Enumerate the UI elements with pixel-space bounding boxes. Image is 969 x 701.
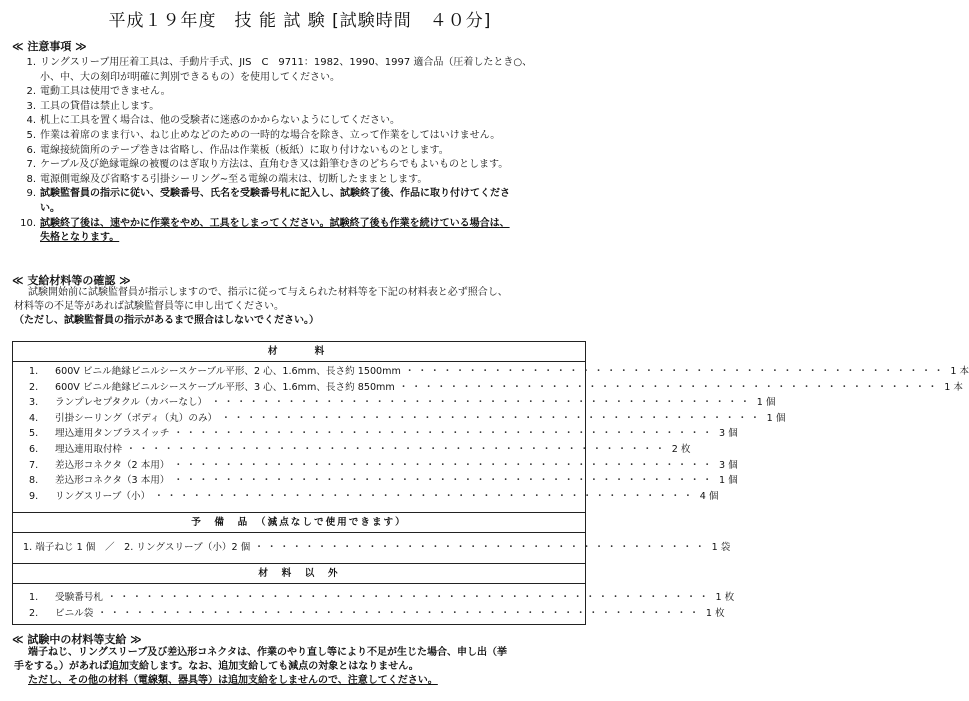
material-row (13, 473, 738, 489)
leader-dots: ・・・・・・・・・・・・・・・・・・・・・・・・・・・・・・・・・・・・・・・・・・・ (173, 459, 716, 471)
spare-name: 1. 端子ねじ 1 個 ／ 2. リングスリーブ（小）2 個 (23, 542, 251, 554)
leader-dots: ・・・・・・・・・・・・・・・・・・・・・・・・・・・・・・・・・・・・・・・・・・・ (221, 412, 763, 424)
spare-row (13, 540, 731, 556)
material-qty: 1 個 (766, 412, 786, 424)
material-row (13, 364, 969, 380)
material-name: 600V ビニル絶縁ビニルシースケーブル平形、2 心、1.6mm、長さ約 1500mm (55, 366, 401, 377)
check-paragraph (14, 286, 594, 329)
note-text: 作業は着席のまま行い、ねじ止めなどのための一時的な場合を除き、立って作業をしてはいけません。 (40, 129, 501, 141)
material-name: リングスリーブ（小） (55, 490, 151, 502)
note-text: 机上に工具を置く場合は、他の受験者に迷惑のかからないようにしてください。 (40, 115, 400, 127)
extra-line: ただし、その他の材料（電線類、器具等）は追加支給をしませんので、注意してください。 (28, 675, 438, 687)
note-number: 5. (26, 129, 36, 141)
material-qty: 2 枚 (671, 443, 691, 455)
note-text: 試験監督員の指示に従い、受験番号、氏名を受験番号札に記入し、試験終了後、作品に取り付けてくださ (40, 188, 510, 200)
material-number: 8. (29, 475, 39, 487)
extra-line: 端子ねじ、リングスリーブ及び差込形コネクタは、作業のやり直し等により不足が生じた場合、申し出（挙 (28, 647, 507, 658)
material-name: 埋込連用取付枠 (55, 443, 123, 455)
material-row (13, 442, 691, 458)
note-item (14, 129, 594, 144)
material-name: 差込形コネクタ（3 本用） (55, 475, 170, 487)
spare-qty: 1 袋 (711, 542, 731, 554)
material-number: 5. (29, 428, 39, 440)
note-text: ケーブル及び絶縁電線の被覆のはぎ取り方法は、直角むき又は鉛筆むきのどちらでもよいものとします。 (40, 159, 509, 171)
material-qty: 1 個 (756, 397, 776, 409)
other-qty: 1 枚 (705, 607, 725, 619)
leader-dots: ・・・・・・・・・・・・・・・・・・・・・・・・・・・・・・・・・・・・・・・・・・・・・・・・ (106, 591, 712, 603)
materials-header: 材 料 (13, 342, 585, 362)
leader-dots: ・・・・・・・・・・・・・・・・・・・・・・・・・・・・・・・・・・・・・・・・・・・ (154, 490, 696, 502)
note-number: 3. (26, 100, 36, 112)
check-line: 試験開始前に試験監督員が指示しますので、指示に従って与えられた材料等を下記の材料表と必ず照合し、 (28, 287, 508, 298)
note-text: 電動工具は使用できません。 (40, 86, 171, 98)
check-line: （ただし、試験監督員の指示があるまで照合はしないでください。） (14, 315, 319, 327)
check-heading: ≪ 支給材料等の確認 ≫ (12, 274, 131, 287)
material-row (13, 411, 786, 427)
note-item (14, 158, 594, 173)
other-number: 2. (29, 607, 39, 619)
other-number: 1. (29, 591, 39, 603)
leader-dots: ・・・・・・・・・・・・・・・・・・・・・・・・・・・・・・・・・・・・・・・・・・・ (398, 381, 941, 393)
note-number: 6. (26, 144, 36, 156)
other-row (13, 606, 725, 622)
notes-heading: ≪ 注意事項 ≫ (12, 40, 87, 53)
material-row (13, 489, 719, 505)
note-item (14, 173, 594, 188)
note-item (14, 56, 594, 85)
note-text: 試験終了後は、速やかに作業をやめ、工具をしまってください。試験終了後も作業を続けている場合は、 (40, 217, 510, 229)
material-qty: 1 本 (944, 381, 964, 393)
note-text: 小、中、大の刻印が明確に判別できるもの）を使用してください。 (40, 71, 340, 83)
extra-line: 手をする。）があれば追加支給します。なお、追加支給しても減点の対象とはなりません。 (14, 661, 419, 673)
material-number: 3. (29, 397, 39, 409)
material-name: 引掛シーリング（ボディ（丸）のみ） (55, 412, 218, 424)
material-number: 4. (29, 412, 39, 424)
material-qty: 4 個 (699, 490, 719, 502)
note-item (14, 100, 594, 115)
material-name: 差込形コネクタ（2 本用） (55, 459, 170, 471)
other-header: 材 料 以 外 (13, 563, 585, 584)
note-number: 2. (26, 86, 36, 98)
leader-dots: ・・・・・・・・・・・・・・・・・・・・・・・・・・・・・・・・・・・・・・・・・・・ (404, 366, 947, 377)
page-title: 平成１９年度 技 能 試 験 [試験時間 ４０分] (108, 11, 492, 31)
note-number: 10. (20, 217, 36, 229)
other-qty: 1 枚 (715, 591, 735, 603)
material-name: 600V ビニル絶縁ビニルシースケーブル平形、3 心、1.6mm、長さ約 850mm (55, 381, 395, 393)
material-qty: 1 本 (950, 366, 969, 377)
material-qty: 3 個 (718, 428, 738, 440)
material-number: 6. (29, 443, 39, 455)
material-row (13, 395, 776, 411)
note-item (14, 114, 594, 129)
other-name: 受験番号札 (55, 591, 103, 603)
other-name: ビニル袋 (55, 607, 94, 619)
note-number: 7. (26, 159, 36, 171)
notes-list (14, 56, 594, 246)
spare-header: 予 備 品 （減点なしで使用できます） (13, 512, 585, 533)
note-item (14, 144, 594, 159)
check-line: 材料等の不足等があれば試験監督員等に申し出てください。 (14, 301, 284, 313)
note-number: 4. (26, 115, 36, 127)
material-number: 2. (29, 381, 39, 393)
leader-dots: ・・・・・・・・・・・・・・・・・・・・・・・・・・・・・・・・・・・・・・・・・・・ (173, 428, 715, 440)
material-name: 埋込連用タンブラスイッチ (55, 428, 170, 440)
leader-dots: ・・・・・・・・・・・・・・・・・・・・・・・・・・・・・・・・・・・・ (254, 542, 708, 554)
note-text: 電線接続箇所のテープ巻きは省略し、作品は作業板（板紙）に取り付けないものとします。 (40, 144, 449, 156)
note-text: リングスリーブ用圧着工具は、手動片手式、JIS C 9711：1982、1990、1997 適合品（圧着したとき○、 (40, 57, 533, 68)
leader-dots: ・・・・・・・・・・・・・・・・・・・・・・・・・・・・・・・・・・・・・・・・・・・ (126, 443, 668, 455)
extra-paragraph (14, 646, 594, 689)
material-name: ランプレセプタクル（カバーなし） (55, 397, 208, 409)
material-number: 7. (29, 459, 39, 471)
note-text: い。 (40, 202, 60, 214)
note-item (14, 85, 594, 100)
note-number: 8. (26, 173, 36, 185)
note-text: 工具の貸借は禁止します。 (40, 100, 160, 112)
leader-dots: ・・・・・・・・・・・・・・・・・・・・・・・・・・・・・・・・・・・・・・・・・・・ (211, 397, 753, 409)
material-qty: 3 個 (719, 459, 738, 471)
other-row (13, 590, 735, 606)
material-qty: 1 個 (719, 475, 738, 487)
note-number: 1. (26, 57, 36, 68)
note-item (14, 187, 594, 216)
material-number: 9. (29, 490, 39, 502)
leader-dots: ・・・・・・・・・・・・・・・・・・・・・・・・・・・・・・・・・・・・・・・・・・・ (173, 475, 716, 487)
note-text: 失格となります。 (40, 232, 120, 244)
material-row (13, 458, 738, 474)
note-number: 9. (26, 188, 36, 200)
material-row (13, 426, 738, 442)
note-item (14, 217, 594, 246)
material-number: 1. (29, 366, 39, 377)
leader-dots: ・・・・・・・・・・・・・・・・・・・・・・・・・・・・・・・・・・・・・・・・・・・・・・・・ (97, 607, 702, 619)
note-text: 電源側電線及び省略する引掛シーリング∼至る電線の端末は、切断したままとします。 (40, 173, 428, 185)
materials-table (12, 341, 969, 625)
material-row (13, 380, 964, 396)
extra-heading: ≪ 試験中の材料等支給 ≫ (12, 633, 142, 646)
